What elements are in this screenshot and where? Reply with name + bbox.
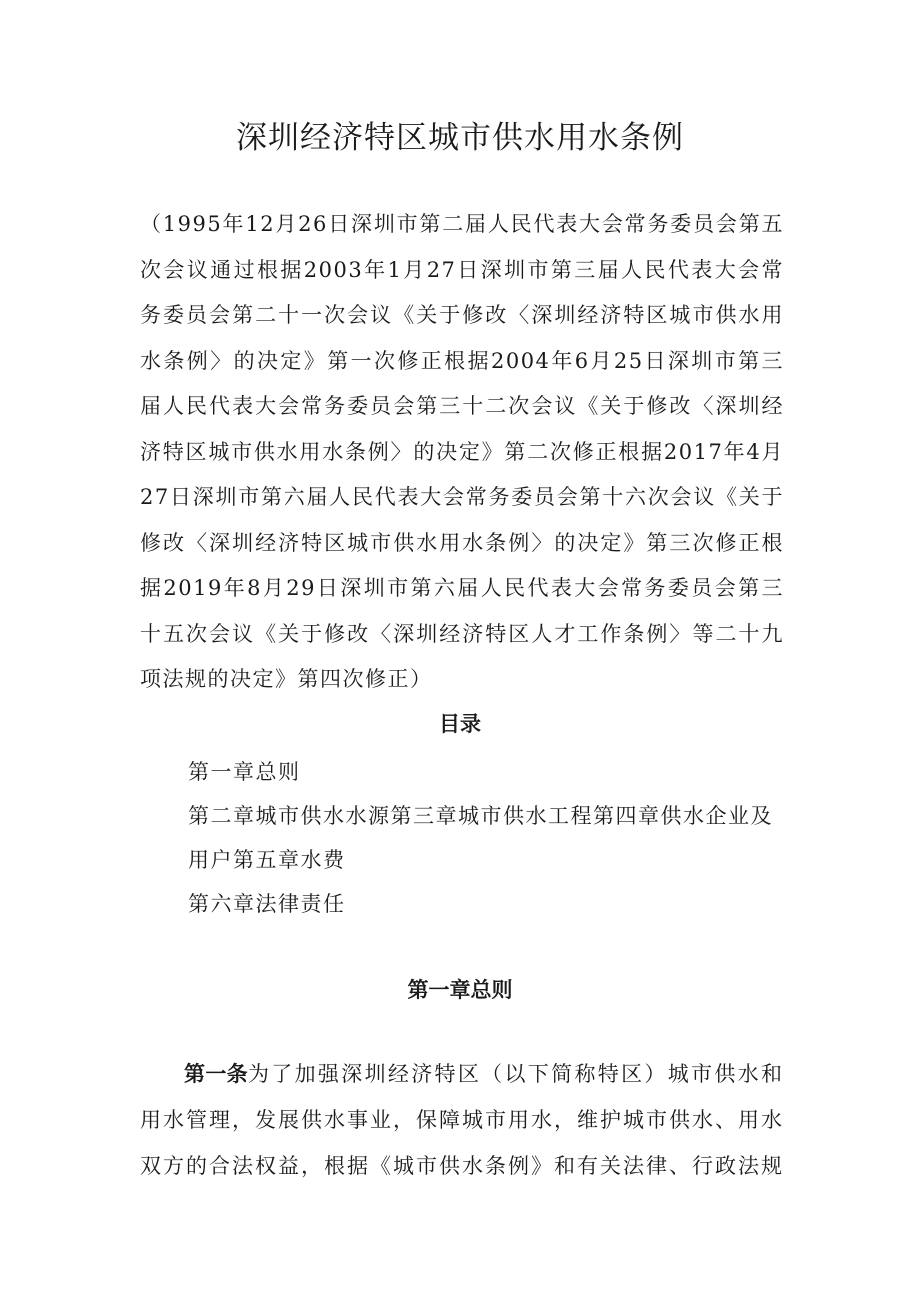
article-1-number: 第一条 [184,1062,248,1086]
chapter-1-heading: 第一章总则 [407,978,513,1002]
article-1 [140,1051,784,1189]
toc-item-2: 第二章城市供水水源第三章城市供水工程第四章供水企业及用户第五章水费 [188,804,773,872]
toc-item-3: 第六章法律责任 [188,892,346,916]
legislative-history: （1995年12月26日深圳市第二届人民代表大会常务委员会第五次会议通过根据2003年1月27日深圳市第三届人民代表大会常务委员会第二十一次会议《关于修改〈深圳经济特区城市供水用水条例〉的决定》第一次修正根据2004年6月25日深圳市第三届人民代表大会常务委员会第三十二次会议《关于修改〈深圳经济特区城市供水用水条例〉的决定》第二次修正根据2017年4月27日深圳市第六届人民代表大会常务委员会第十六次会议《关于修改〈深圳经济特区城市供水用水条例〉的决定》第三次修正根据2019年8月29日深圳市第六届人民代表大会常务委员会第三十五次会议《关于修改〈深圳经济特区人才工作条例〉等二十九项法规的决定》第四次修正） [140,212,784,691]
article-1-text: 为了加强深圳经济特区（以下简称特区）城市供水和用水管理，发展供水事业，保障城市用水，维护城市供水、用水双方的合法权益，根据《城市供水条例》和有关法律、行政法规 [140,1062,785,1178]
document-title: 深圳经济特区城市供水用水条例 [236,120,684,156]
table-of-contents [188,750,784,926]
toc-title: 目录 [439,711,481,736]
toc-item-1: 第一章总则 [188,760,301,784]
